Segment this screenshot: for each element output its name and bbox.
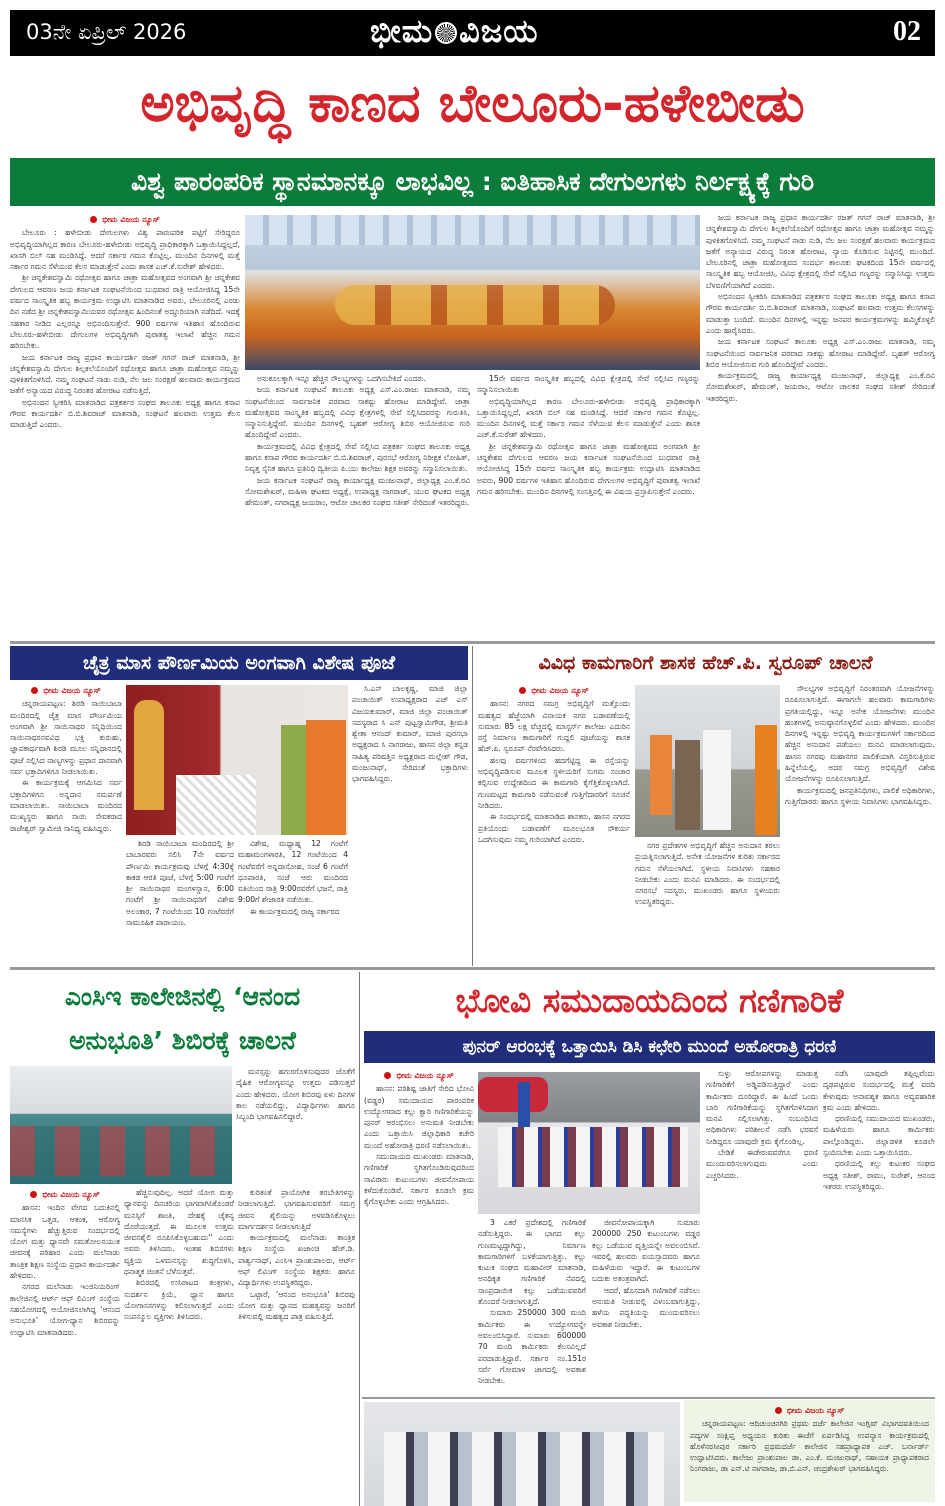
paragraph: ಕಾರ್ಯಕ್ರಮದಲ್ಲಿ ರಾಜ್ಯ ಕಾರ್ಯಾಧ್ಯಕ್ಷ ಮಂಜುನಾಥ್, ಜಿಲ್ಲಾಧ್ಯಕ್ಷ ಎಂ.ಕೆ.ರವಿ ಸೋಮಶೇಖರ್, ಹೇಮಂತ್, ಜಯರಾಂ, ಆಟೋ ಚಾಲಕರ ಸಂಘದ ಸತೀಶ್ ಸೇರಿದಂತೆ ಇತರರಿದ್ದರು. <box>706 371 935 403</box>
chakra-icon <box>435 22 457 44</box>
story3-photo-groundbreaking <box>635 685 780 837</box>
paragraph: ಧರಣಿಯಲ್ಲಿ ಸಮುದಾಯದ ಮುಖಂಡರು, ಮಹಿಳೆಯರು ಹಾಗೂ ಕಾರ್ಮಿಕರು ಪಾಲ್ಗೊಂಡಿದ್ದರು. ಜಿಲ್ಲಾಡಳಿತ ಕೂಡಲೇ ಸ್ಪಂದಿಸಬೇಕು ಎಂದು ಒತ್ತಾಯಿಸಿದರು. <box>823 1114 935 1158</box>
paragraph: 3 ಎಕರೆ ಪ್ರದೇಶದಲ್ಲಿ ಗಣಿಗಾರಿಕೆ ನಡೆಸುತ್ತಿದ್ದರು. ಈ ಭಾಗದ ಕಲ್ಲು ಗುಣಮಟ್ಟದ್ದಾಗಿದ್ದು, ನಿರ್ಮಾಣ ಕಾಮಗಾರಿಗಳಿಗೆ ಬಳಕೆಯಾಗುತ್ತಿತ್ತು. ಕಲ್ಲು ಕುಟುಕ ಸಂಘದ ಮಹಾವೀರ್ ಮಾತನಾಡಿ, ಅನಧಿಕೃತ ಗಣಿಗಾರಿಕೆ ನೆಪದಲ್ಲಿ ಸಾಂಪ್ರದಾಯಿಕ ಕಲ್ಲು ಒಡೆಯುವವರಿಗೆ ತೊಂದರೆ ನೀಡಲಾಗುತ್ತಿದೆ. <box>478 1218 586 1307</box>
divider <box>359 972 360 1506</box>
story4-side-column <box>236 1066 355 1186</box>
paragraph: ಈ ಕಾರ್ಯಕ್ರಮಕ್ಕೆ ಆಗಮಿಸಿದ ಸರ್ವ ಭಕ್ತಾದಿಗಳಿಗೂ ಅನ್ನದಾನ ಸಮರ್ಪಣೆ ಮಾಡಲಾಯಿತು. ಸಾಯಿಬಾಬಾ ಮಂದಿರದ ಮುಖ್ಯಸ್ಥರು ಹಾಗೂ ಸಾಯಿ ಸೇವಕರಾದ ರಾಜೇಶ್ವರ್ ಸ್ವಾಮೀಜಿ ಸಾನಿಧ್ಯ ವಹಿಸಿದ್ದರು. <box>10 778 122 833</box>
paragraph: ಹಲವು ವರ್ಷಗಳಿಂದ ಹದಗೆಟ್ಟಿದ್ದ ಈ ರಸ್ತೆಯನ್ನು ಅಭಿವೃದ್ಧಿಪಡಿಸುವ ಮೂಲಕ ಸ್ಥಳೀಯರಿಗೆ ಸುಗಮ ಸಂಚಾರ ಕಲ್ಪಿಸುವ ಉದ್ದೇಶದಿಂದ ಈ ಕಾಮಗಾರಿ ಕೈಗೆತ್ತಿಕೊಳ್ಳಲಾಗಿದೆ. ಗುಣಮಟ್ಟದ ಕಾಮಗಾರಿ ನಡೆಸುವಂತೆ ಗುತ್ತಿಗೆದಾರರಿಗೆ ಸೂಚನೆ ನೀಡಿದರು. <box>478 755 630 810</box>
paragraph: ನಡೆಸಿ ಯಾವುದೇ ತಪ್ಪಿಲ್ಲವೆಂದು ದೃಢಪಟ್ಟಿರುವ ಸಂದರ್ಭದಲ್ಲಿ ಮತ್ತೆ ವರದಿ ಕೇಳುವುದು ಅನಾವಶ್ಯಕ ಹಾಗೂ ಅವ್ಯವಹಾರಿಕ ಕ್ರಮ ಎಂದು ಹೇಳಿದರು. <box>823 1069 935 1112</box>
paragraph: ಚನ್ನರಾಯಪಟ್ಟಣ: ಆದಿಚುಂಚನಗಿರಿ ಪ್ರಥಮ ದರ್ಜೆ ಕಾಲೇಜಿನ ಇಂಗ್ಲಿಷ್ ವಿಭಾಗದವತಿಯಿಂದ ಪದ್ಯಗಳ ಸಂಕ್ಷಿಪ್ತ ಅಧ್ಯಯನ ಕುರಿತು ಈಚೆಗೆ ಏರ್ಪಡಿಸಿದ್ದ ಉಪನ್ಯಾಸ ಕಾರ್ಯಕ್ರಮದಲ್ಲಿ ಹೊಳೆನರಸೀಪುರ ಸರ್ಕಾರಿ ಪ್ರಥಮದರ್ಜೆ ಕಾಲೇಜಿನ ಸಹಪ್ರಾಧ್ಯಾಪಕ ಎಚ್. ಬರ್ನಾರ್ಡ್ ಉದ್ಘಾಟಿಸಿದರು. ಕಾಲೇಜು ಪ್ರಾಂಶುಪಾಲ ಡಾ. ಎಂ.ಕೆ. ಮಂಜುನಾಥ್, ಸಹಾಯಕ ಪ್ರಾಧ್ಯಾಪಕರಾದ ನಿಂಗರಾಜು, ಡಾ ಎನ್.ಟಿ ನಾಗರಾಜ, ಡಾ.ಬಿ.ಎನ್. ಚಂದ್ರಶೇಖರ್ ಭಾಗವಹಿಸಿದ್ದರು. <box>690 1419 929 1474</box>
lead-headline: ಅಭಿವೃದ್ಧಿ ಕಾಣದ ಬೇಲೂರು-ಹಳೇಬೀಡು <box>140 74 805 134</box>
paragraph: ಹಾಸನ: ಪರಿಶಿಷ್ಟ ಜಾತಿಗೆ ಸೇರಿದ ಭೋವಿ (ವಡ್ಡರ) ಸಮುದಾಯದ ಪಾರಂಪರಿಕ ಉದ್ಯೋಗವಾದ ಕಲ್ಲು ಕ್ವಾರಿ ಗಣಿಗಾರಿಕೆಯನ್ನು ಪುನರ್ ಆರಂಭಿಸಲು ಅನುಮತಿ ನೀಡಬೇಕು ಎಂದು ಒತ್ತಾಯಿಸಿ ಜಿಲ್ಲಾಧಿಕಾರಿ ಕಚೇರಿ ಮುಂದೆ ಅಹೋರಾತ್ರಿ ಧರಣಿ ನಡೆಸಲಾಯಿತು. <box>364 1084 474 1150</box>
divider <box>10 641 935 644</box>
story5-subheadline: ಪುನರ್ ಆರಂಭಕ್ಕೆ ಒತ್ತಾಯಿಸಿ ಡಿಸಿ ಕಛೇರಿ ಮುಂದೆ ಅಹೋರಾತ್ರಿ ಧರಣಿ <box>364 1031 935 1063</box>
logo-text-left: ಭೀಮ <box>370 12 434 50</box>
paragraph: ಶ್ರೀ ಚನ್ನಕೇಶವಸ್ವಾಮಿ ರಥೋತ್ಸವ ಹಾಗೂ ಜಾತ್ರಾ ಮಹೋತ್ಸವದ ಅಂಗವಾಗಿ ಶ್ರೀ ಚನ್ನಕೇಶವ ದೇಗುಲದ ಆವರಣ ಜಯ ಕರ್ನಾಟಕ ಸಂಘಟನೆಯಿಂದ ಬುಧವಾರ ರಾತ್ರಿ ಆಯೋಜಿಸಿದ್ದ 15ನೇ ವರ್ಷದ ಸಾಂಸ್ಕೃತಿಕ ಹಬ್ಬ ಕಾರ್ಯಕ್ರಮ ಉದ್ಘಾಟಿಸಿ ಮಾತನಾಡಿದ ಅವರು, ಬೇಲೂರಿನಲ್ಲಿ ಎರಡು ದಿನ ನಡೆದ ಶ್ರೀ ಚನ್ನಕೇಶವಸ್ವಾಮಿಯವರ ರಥೋತ್ಸವ ಹಿಂದಿನಂತೆ ಅದ್ಧೂರಿಯಾಗಿ ನಡೆದಿದೆ. ಇದಕ್ಕೆ ಸಹಕಾರ ನೀಡಿದ ಎಲ್ಲರನ್ನೂ ಅಭಿನಂದಿಸುತ್ತೇನೆ. 900 ವರ್ಷಗಳ ಇತಿಹಾಸ ಹೊಂದಿರುವ ಬೇಲೂರು-ಹಳೇಬೀಡು ದೇಗುಲಗಳ ಅಭಿವೃದ್ಧಿಗಾಗಿ ಪುರಾತತ್ವ ಇಲಾಖೆ ಹೆಚ್ಚಿನ ಗಮನ ಹರಿಸಬೇಕು. <box>10 273 240 351</box>
paragraph: ಮನಸ್ಸನ್ನು ಹಗುರಗೊಳಿಸುವುದರ ಜೊತೆಗೆ ದೈಹಿಕ ಆರೋಗ್ಯವನ್ನೂ ಉತ್ತಮ ಪಡಿಸುತ್ತವೆ ಎಂದು ಹೇಳಿದರು. ಯೋಗ ಶಿಬಿರವು ಏಳು ದಿನಗಳ ಕಾಲ ನಡೆಯಲಿದ್ದು, ವಿದ್ಯಾರ್ಥಿಗಳು ಹಾಗೂ ಸಿಬ್ಬಂದಿ ಭಾಗವಹಿಸಲಿದ್ದಾರೆ. <box>236 1067 355 1122</box>
paragraph: ಕಾರ್ಯಕ್ರಮದಲ್ಲಿ ಜನಪ್ರತಿನಿಧಿಗಳು, ಪಾಲಿಕೆ ಅಧಿಕಾರಿಗಳು, ಗುತ್ತಿಗೆದಾರರು ಹಾಗೂ ಸ್ಥಳೀಯ ನಿವಾಸಿಗಳು ಭಾಗವಹಿಸಿದ್ದರು. <box>785 785 935 806</box>
paragraph: ಶ್ರೀ ಚನ್ನಕೇಶವಸ್ವಾಮಿ ರಥೋತ್ಸವ ಹಾಗೂ ಜಾತ್ರಾ ಮಹೋತ್ಸವದ ಅಂಗವಾಗಿ ಶ್ರೀ ಚನ್ನಕೇಶವ ದೇಗುಲದ ಆವರಣ ಜಯ ಕರ್ನಾಟಕ ಸಂಘಟನೆಯಿಂದ ಬುಧವಾರ ರಾತ್ರಿ ಆಯೋಜಿಸಿದ್ದ 15ನೇ ವರ್ಷದ ಸಾಂಸ್ಕೃತಿಕ ಹಬ್ಬ ಕಾರ್ಯಕ್ರಮ ಉದ್ಘಾಟಿಸಿ ಮಾತನಾಡಿದ ಅವರು, 900 ವರ್ಷಗಳ ಇತಿಹಾಸ ಹೊಂದಿರುವ ದೇಗುಲಗಳ ಅಭಿವೃದ್ಧಿಗೆ ಪುರಾತತ್ವ ಇಲಾಖೆ ಗಮನ ಹರಿಸಬೇಕು. ಮುಂದಿನ ದಿನಗಳಲ್ಲಿ ಸಂಸತ್ತಿನಲ್ಲಿ ಈ ವಿಷಯ ಪ್ರಸ್ತಾಪಿಸುತ್ತೇನೆ ಎಂದರು. <box>477 441 700 496</box>
lead-column-3 <box>477 373 700 640</box>
paragraph: ಜಯ ಕರ್ನಾಟಕ ಸಂಘಟನೆ ತಾಲೂಕು ಅಧ್ಯಕ್ಷ ಎಸ್.ಎಂ.ರಾಜು ಮಾತನಾಡಿ, ನಮ್ಮ ಸಂಘಟನೆಯಿಂದ ಸಾರ್ವಜನಿಕ ಪರವಾದ ಸಾಕಷ್ಟು ಹೋರಾಟ ಮಾಡಿದ್ದೇವೆ. ಬೃಹತ್ ಆರೋಗ್ಯ ಶಿಬಿರ ಆಯೋಜಿಸುವ ಗುರಿ ಹೊಂದಿದ್ದೇವೆ ಎಂದರು. <box>706 337 935 369</box>
story5-column-2 <box>478 1217 586 1397</box>
lead-column-1 <box>10 212 240 640</box>
story3-column-1 <box>478 683 630 965</box>
paragraph: ಜಯ ಕರ್ನಾಟಕ ರಾಜ್ಯ ಪ್ರಧಾನ ಕಾರ್ಯದರ್ಶಿ ರಜತ್ ಗಗನ್ ರಾಜ್ ಮಾತನಾಡಿ, ಶ್ರೀ ಚನ್ನಕೇಶವಸ್ವಾಮಿ ದೇಗುಲ ಶಿಲ್ಪಕಲೆಯೊಂದಿಗೆ ರಥೋತ್ಸವ ಹಾಗೂ ಜಾತ್ರಾ ಮಹೋತ್ಸವ ನಮ್ಮನ್ನು ಪುಳಕಿತಗೊಳಿಸಿದೆ. ನಮ್ಮ ಸಂಘಟನೆ ನಾಡು ನುಡಿ, ನೆಲ ಜಲ ಸಂರಕ್ಷಣೆ ಹಲವಾರು ಕಾರ್ಯಕ್ರಮದ ಜತೆಗೆ ಅನ್ಯಾಯದ ವಿರುದ್ಧ ನಿರಂತರ ಹೋರಾಟ ನಡೆಸುತ್ತಿದೆ. <box>10 352 240 396</box>
paragraph: ಈ ಕಾರ್ಯಕ್ರಮದಲ್ಲಿ ರಾಜ್ಯ ಸರ್ಕಾರದ <box>250 906 340 916</box>
paragraph: ಜೀವನೋಪಾಯಕ್ಕಾಗಿ ಸುಮಾರು 200000 250 ಕುಟುಂಬಗಳು ವಡ್ಡರ ಕಲ್ಲು ಒಡೆಯುವ ವೃತ್ತಿಯನ್ನೇ ಅವಲಂಬಿಸಿವೆ. ಇವರಲ್ಲಿ ಹಲವರು ವಯಸ್ಸಾದವರು ಹಾಗೂ ಮಹಿಳೆಯರು ಇದ್ದಾರೆ. ಈ ಕುಟುಂಬಗಳ ಬದುಕು ಅತಂತ್ರವಾಗಿದೆ. <box>592 1218 700 1284</box>
story2-column-1 <box>10 683 122 965</box>
byline: ಭೀಮ ವಿಜಯ ನ್ಯೂಸ್ <box>10 214 240 225</box>
paragraph: ಅಭಿನಂದನ ಸ್ವೀಕರಿಸಿ ಮಾತನಾಡಿದ ಪತ್ರಕರ್ತರ ಸಂಘದ ತಾಲೂಕು ಅಧ್ಯಕ್ಷ ಹಾಗೂ ಕಸಾಪ ಗೌರವ ಕಾರ್ಯದರ್ಶಿ ಬಿ.ಬಿ.ಶಿವರಾಜ್ ಮಾತನಾಡಿ, ಸಂಘಟನೆ ಹಲವಾರು ಉತ್ತಮ ಕೆಲಸ ಮಾಡುತ್ತಿದೆ ಎಂದರು. <box>10 397 240 430</box>
story4-column-3 <box>238 1187 355 1506</box>
paragraph: ಕಾರ್ಯಕ್ರಮದಲ್ಲಿ ಮಲೆನಾಡು ತಾಂತ್ರಿಕ ಶಿಕ್ಷಣ ಸಂಸ್ಥೆಯ ಖಜಾಂಚಿ ಹೆಚ್.ಡಿ. ಪಾರ್ಶ್ವನಾಥ್, ಎಂಸಿಇ ಪ್ರಾಂಶುಪಾಲರು, ಆರ್ಟ್ ಆಫ್ ಲಿವಿಂಗ್ ಸಂಸ್ಥೆಯ ಶಿಕ್ಷಕರು ಹಾಗೂ ವಿದ್ಯಾರ್ಥಿಗಳು ಉಪಸ್ಥಿತರಿದ್ದರು. <box>238 1233 355 1288</box>
issue-date: 03ನೇ ಏಪ್ರಿಲ್ 2026 <box>26 20 187 44</box>
lead-subheadline: ವಿಶ್ವ ಪಾರಂಪರಿಕ ಸ್ಥಾನಮಾನಕ್ಕೂ ಲಾಭವಿಲ್ಲ : ಐತಿಹಾಸಿಕ ದೇಗುಲಗಳು ನಿರ್ಲಕ್ಷ್ಯಕ್ಕೆ ಗುರಿ <box>10 158 935 206</box>
story2-column-2 <box>126 838 234 965</box>
page-number: 02 <box>893 16 921 47</box>
story4-column-2 <box>124 1187 234 1506</box>
story6-text-box <box>684 1400 935 1502</box>
story4-column-1 <box>10 1187 120 1506</box>
paragraph: ನಗರದ ಮಲೆನಾಡು ಇಂಜಿನಿಯರಿಂಗ್ ಕಾಲೇಜಿನಲ್ಲಿ ಆರ್ಟ್ ಆಫ್ ಲಿವಿಂಗ್ ಸಂಸ್ಥೆಯ ಸಹಯೋಗದಲ್ಲಿ ಆಯೋಜಿಸಲಾಗಿದ್ದ ‘ಆನಂದ ಅನುಭೂತಿ’ ಯೋಗ-ಧ್ಯಾನ ಶಿಬಿರವನ್ನು ಉದ್ಘಾಟಿಸಿ ಮಾತನಾಡಿದರು. <box>10 1282 120 1337</box>
paragraph: ನಗರ ಪ್ರದೇಶಗಳ ಅಭಿವೃದ್ಧಿಗೆ ಹೆಚ್ಚಿನ ಅನುದಾನ ತರಲು ಪ್ರಯತ್ನಿಸಲಾಗುತ್ತಿದೆ. ಅನೇಕ ಯೋಜನೆಗಳ ಕುರಿತು ಸರ್ಕಾರದ ಗಮನ ಸೆಳೆಯಲಾಗಿದೆ. ಸ್ಥಳೀಯ ನಿವಾಸಿಗಳು ಸಹಕಾರ ನೀಡಬೇಕು ಎಂದು ಮನವಿ ಮಾಡಿದರು. ಈ ಸಂದರ್ಭದಲ್ಲಿ ನಗರಸಭೆ ಸದಸ್ಯರು, ಮುಖಂಡರು ಹಾಗೂ ಸ್ಥಳೀಯರು ಉಪಸ್ಥಿತರಿದ್ದರು. <box>635 841 780 907</box>
paragraph: ಸಮುದಾಯದ ಮುಖಂಡರು ಮಾತನಾಡಿ, ಗಣಿಗಾರಿಕೆ ಸ್ಥಗಿತಗೊಂಡಿರುವುದರಿಂದ ಸಾವಿರಾರು ಕುಟುಂಬಗಳು ಜೀವನೋಪಾಯ ಕಳೆದುಕೊಂಡಿವೆ. ಸರ್ಕಾರ ಕೂಡಲೇ ಕ್ರಮ ಕೈಗೊಳ್ಳಬೇಕು ಎಂದು ಆಗ್ರಹಿಸಿದರು. <box>364 1152 474 1207</box>
story4-photo-yoga <box>10 1066 232 1184</box>
paragraph: ಶಿರಡಿ ಸಾಯಿಬಾಬಾ ಮಂದಿರದಲ್ಲಿ ಶ್ರೀ ಬಾಬಾರವರು ಸಲಿಸಿ 7ನೇ ವರ್ಷದ ಪೌರ್ಣಮಿ ಕಾರ್ಯಕ್ರಮವು ಬೆಳಗ್ಗೆ 4:30ಕ್ಕೆ ಕಾಕಡ ಆರತಿ ಪೂಜೆ, ಬೆಳಗ್ಗೆ 5:00 ಗಂಟೆಗೆ ಶ್ರೀ ಸಾಯಿನಾಥರ ಮಂಗಳಸ್ನಾನ, 6:00 ಗಂಟೆಗೆ ಶ್ರೀ ಸಾಯಿನಾಥರಿಗೆ ವಿಶೇಷ ಅಲಂಕಾರ, 7 ಗಂಟೆಯಿಂದ 10 ಗಂಟೆವರೆಗೆ ಸಾಮೂಹಿಕ ಪಾರಾಯಣ. <box>126 839 234 928</box>
story2-column-4 <box>352 683 468 965</box>
logo-text-right: ವಿಜಯ <box>459 12 539 50</box>
story2-headline: ಚೈತ್ರ ಮಾಸ ಪೌರ್ಣಮಿಯ ಅಂಗವಾಗಿ ವಿಶೇಷ ಪೂಜೆ <box>10 646 468 680</box>
story5-column-3 <box>592 1217 700 1397</box>
paragraph: ಅನುಕೂಲಕ್ಕಾಗಿ ಇನ್ನೂ ಹೆಚ್ಚಿನ ಸೌಲಭ್ಯಗಳನ್ನು ಒದಗಿಸಬೇಕಿದೆ ಎಂದರು. <box>257 374 427 383</box>
paragraph: ಬೇಡಿಕೆ ಈಡೇರುವವರೆಗೂ ಧರಣಿ ಮುಂದುವರಿಸಲಾಗುವುದು ಎಂದು ಎಚ್ಚರಿಸಿದರು. <box>706 1148 818 1180</box>
lead-column-2 <box>245 373 470 640</box>
story5-headline: ಭೋವಿ ಸಮುದಾಯದಿಂದ ಗಣಿಗಾರಿಕೆ <box>455 981 844 1020</box>
paragraph: ಧರಣಿಯಲ್ಲಿ ಕಲ್ಲು ಕುಟುಕರ ಸಂಘದ ಅಧ್ಯಕ್ಷ ಸತೀಶ್, ರಾಮು, ಸುರೇಶ್, ಆನಂದ ಇತರರು ಉಪಸ್ಥಿತರಿದ್ದರು. <box>823 1159 935 1191</box>
paragraph: ಕಾರ್ಯಕ್ರಮದಲ್ಲಿ ವಿವಿಧ ಕ್ಷೇತ್ರದಲ್ಲಿ ಸೇವೆ ಸಲ್ಲಿಸಿದ ಪತ್ರಕರ್ತ ಸಂಘದ ತಾಲೂಕು ಅಧ್ಯಕ್ಷ ಹಾಗೂ ಕಸಾಪ ಗೌರವ ಕಾರ್ಯದರ್ಶಿ ಬಿ.ಬಿ.ಶಿವರಾಜ್, ಪುರಸಭೆ ಆರೋಗ್ಯ ನಿರೀಕ್ಷಕ ಲೋಹಿತ್, ನಿವೃತ್ತ ಸೈನಿಕ ಹಾಗೂ ಪ್ರತಿನಿಧಿ ದ್ವಿತೀಯ ಪಿ.ಯು ಕಾಲೇಜು ಶಿಕ್ಷಕ ಅವರನ್ನು ಸನ್ಮಾನಿಸಲಾಯಿತು. <box>245 441 470 474</box>
byline: ಭೀಮ ವಿಜಯ ನ್ಯೂಸ್ <box>690 1405 929 1416</box>
paragraph: ಹಾಸನ: ಇಂದಿನ ವೇಗದ ಬದುಕಿನಲ್ಲಿ ಮಾನಸಿಕ ಒತ್ತಡ, ಆತಂಕ, ಆರೋಗ್ಯ ಸಮಸ್ಯೆಗಳು ಹೆಚ್ಚುತ್ತಿರುವ ಸಂದರ್ಭದಲ್ಲಿ ಯೋಗ ಮತ್ತು ಧ್ಯಾನವೇ ಸಮತೋಲನಯುತ ಜೀವನಕ್ಕೆ ಪರಿಹಾರ ಎಂದು ಮಲೆನಾಡು ತಾಂತ್ರಿಕ ಶಿಕ್ಷಣ ಸಂಸ್ಥೆಯ ಪ್ರಧಾನ ಕಾರ್ಯದರ್ಶಿ ಹೇಳಿದರು. <box>10 1203 120 1281</box>
paragraph: ಈ ಸಂದರ್ಭದಲ್ಲಿ ಮಾತನಾಡಿದ ಶಾಸಕರು, ಹಾಸನ ನಗರದ ಪ್ರತಿಯೊಂದು ಬಡಾವಣೆಗೆ ಮೂಲಭೂತ ಸೌಕರ್ಯ ಒದಗಿಸುವುದು ನಮ್ಮ ಗುರಿಯಾಗಿದೆ ಎಂದರು. <box>478 812 630 844</box>
paragraph: ಬೇಲೂರು : ಹಳೇಬೀಡು ದೇಗುಲಗಳು ವಿಶ್ವ ಪಾರಂಪರಿಕ ಪಟ್ಟಿಗೆ ಸೇರಿದ್ದರೂ ಅಭಿವೃದ್ಧಿಯಾಗಿಲ್ಲದ ಕಾರಣ ಬೇಲೂರು-ಹಳೇಬೀಡು ಅಭಿವೃದ್ಧಿ ಪ್ರಾಧಿಕಾರಕ್ಕಾಗಿ ಒತ್ತಾಯಿಸಿದ್ದಲ್ಲದೆ, ಖಾಸಗಿ ಬಿಲ್ ಸಹ ಮಂಡಿಸಿದ್ದೆ. ಆದರೆ ಸರ್ಕಾರ ಗಮನ ಕೊಟ್ಟಿಲ್ಲ. ಮುಂದಿನ ದಿನಗಳಲ್ಲಿ ಮತ್ತೆ ಸರ್ಕಾರ ಗಮನ ಸೆಳೆಯುವ ಕೆಲಸ ಮಾಡುತ್ತೇನೆ ಎಂದು ಶಾಸಕ ಎಚ್.ಕೆ.ಸುರೇಶ್ ಹೇಳಿದರು. <box>10 228 240 272</box>
byline: ಭೀಮ ವಿಜಯ ನ್ಯೂಸ್ <box>478 685 630 696</box>
paragraph: ಜಯ ಕರ್ನಾಟಕ ರಾಜ್ಯ ಪ್ರಧಾನ ಕಾರ್ಯದರ್ಶಿ ರಜತ್ ಗಗನ್ ರಾಜ್ ಮಾತನಾಡಿ, ಶ್ರೀ ಚನ್ನಕೇಶವಸ್ವಾಮಿ ದೇಗುಲ ಶಿಲ್ಪಕಲೆಯೊಂದಿಗೆ ರಥೋತ್ಸವ ಹಾಗೂ ಜಾತ್ರಾ ಮಹೋತ್ಸವ ನಮ್ಮನ್ನು ಪುಳಕಿತಗೊಳಿಸಿದೆ. ನಮ್ಮ ಸಂಘಟನೆ ನಾಡು ನುಡಿ, ನೆಲ ಜಲ ಸಂರಕ್ಷಣೆ ಹಲವಾರು ಕಾರ್ಯಕ್ರಮದ ಜತೆಗೆ ಅನ್ಯಾಯದ ವಿರುದ್ಧ ನಿರಂತ ಹೋರಾಟ, ನ್ಯಾಯ ಕೊಡಿಸುವ ನಿಟ್ಟಿನಲ್ಲಿ ಮುಂದಿದೆ. ಬೇಲೂರಿನಲ್ಲಿ ಜಾತ್ರಾ ಮಹೋತ್ಸವದ ಸಂದರ್ಭ ತಾಲೂಕು ಘಟಕದಿಂದ 15ನೇ ವರ್ಷದಲ್ಲಿ ಸಾಂಸ್ಕೃತಿಕ ಹಬ್ಬ ಆಯೋಜಿಸಿ, ವಿವಿಧ ಕ್ಷೇತ್ರದಲ್ಲಿ ಸೇವೆ ಸಲ್ಲಿಸಿದ ಗಣ್ಯರನ್ನು ಸನ್ಮಾನಿಸಿದ್ದು ಉತ್ತಮ ಬೆಳವಣಿಗೆಯಾಗಿದೆ ಎಂದರು. <box>706 213 935 290</box>
story2-column-3 <box>238 838 348 965</box>
paragraph: ಚನ್ನರಾಯಪಟ್ಟಣ: ಶಿರಡಿ ಸಾಯಿಬಾಬಾ ಮಂದಿರದಲ್ಲಿ ಚೈತ್ರ ಮಾಸ ಪೌರ್ಣಮಿಯ ಅಂಗವಾಗಿ ಶ್ರೀ ಸಾಯಿನಾಥರ ಸನ್ನಿಧಿಯಿಂದ ಸಾಯಿನಾಥರನವವಿಧ ಭಕ್ತಿ ಕುರುಹು, ಜ್ಞಾಪಕಾರ್ಥವಾಗಿ ಶಿರಡಿ ಮೂಲ ಸನ್ನಿಧಾನದಲ್ಲಿ ಪೂಜೆ ಸಲ್ಲಿಸಿದ ನಾಣ್ಯಗಳನ್ನು ಪ್ರಧಾನ ದಾನವಾಗಿ ಸರ್ವ ಭಕ್ತಾದಿಗಳಿಗೂ ನೀಡಲಾಯಿತು. <box>10 699 122 777</box>
byline: ಭೀಮ ವಿಜಯ ನ್ಯೂಸ್ <box>10 1189 120 1200</box>
newspaper-logo <box>370 12 539 51</box>
paragraph: ಕುರಿತಂತೆ ಪ್ರಾಯೋಗಿಕ ತರಬೇತಿಗಳನ್ನು ನೀಡಲಾಗುತ್ತಿದೆ. ಭಾಗವಹಿಸುವವರಿಗೆ ಸಮಗ್ರ ಜೀವನ ಶೈಲಿಯನ್ನು ಅಳವಡಿಸಿಕೊಳ್ಳಲು ಮಾರ್ಗದರ್ಶನ ನೀಡಲಾಗುತ್ತಿದೆ <box>238 1188 355 1231</box>
paragraph: ಸುಮಾರು 250000 300 ಮಂದಿ ಕಾರ್ಮಿಕರು ಈ ಉದ್ಯೋಗವನ್ನೇ ಅವಲಂಬಿಸಿದ್ದಾರೆ. ಸುಮಾರು 600000 70 ಮಂದಿ ಕಾರ್ಮಿಕರು ಕೆಲಸವಿಲ್ಲದೆ ಪರದಾಡುತ್ತಿದ್ದಾರೆ. ಸರ್ಕಾರ ನಂ.151ರ ಸರ್ವೆ ಗೋಮಾಳ ಜಾಗದಲ್ಲಿ ಅವಕಾಶ ನೀಡಬೇಕು. <box>478 1308 586 1386</box>
paragraph: 15ನೇ ವರ್ಷದ ಸಾಂಸ್ಕೃತಿಕ ಹಬ್ಬದಲ್ಲಿ ವಿವಿಧ ಕ್ಷೇತ್ರದಲ್ಲಿ ಸೇವೆ ಸಲ್ಲಿಸಿದ ಗಣ್ಯರನ್ನು ಸನ್ಮಾನಿಸಲಾಯಿತು <box>477 374 700 395</box>
paragraph: ಆದರೆ, ಹೊಸದಾಗಿ ಗಣಿಗಾರಿಕೆ ನಡೆಸಲು ಅನುಮತಿ ನೀಡುವಲ್ಲಿ ವಿಳಂಬವಾಗುತ್ತಿದ್ದು, ಹಳೆಯ ಪದ್ಧತಿಯನ್ನು ಮುಂದುವರಿಸಲು ಅವಕಾಶ ನೀಡಬೇಕು. <box>592 1285 700 1329</box>
masthead <box>10 10 935 56</box>
paragraph: ಹಾಸನ: ನಗರದ ಸಮಗ್ರ ಅಭಿವೃದ್ಧಿಗೆ ಮತ್ತೊಂದು ಮಹತ್ವದ ಹೆಜ್ಜೆಯಾಗಿ ವಿನಾಯಕ ನಗರ ಬಡಾವಣೆಯಲ್ಲಿ ಸುಮಾರು 85 ಲಕ್ಷ ವೆಚ್ಚದಲ್ಲಿ ಮಾಸ್ಟರ್ಸ್ ಕಾಲೇಜು ಎದುರಿನ ರಸ್ತೆ ನಿರ್ಮಾಣ ಕಾಮಗಾರಿಗೆ ಗುದ್ದಲಿ ಪೂಜೆಯನ್ನು ಶಾಸಕ ಹೆಚ್.ಪಿ. ಸ್ವರೂಪ್ ನೆರವೇರಿಸಿದರು. <box>478 699 630 754</box>
paragraph: ಅಭಿನಂದನ ಸ್ವೀಕರಿಸಿ ಮಾತನಾಡಿದ ಪತ್ರಕರ್ತರ ಸಂಘದ ತಾಲೂಕು ಅಧ್ಯಕ್ಷ ಹಾಗೂ ಕಸಾಪ ಗೌರವ ಕಾರ್ಯದರ್ಶಿ ಬಿ.ಬಿ.ಶಿವರಾಜ್ ಮಾತನಾಡಿ, ಸಂಘಟನೆ ಹಲವಾರು ಉತ್ತಮ ಕೆಲಸಗಳನ್ನು ಮಾಡುತ್ತಾ ಬಂದಿದೆ. ಮುಂದಿನ ದಿನಗಳಲ್ಲಿ ಇನ್ನಷ್ಟು ಜನಪರ ಕಾರ್ಯಕ್ರಮಗಳನ್ನು ಹಮ್ಮಿಕೊಳ್ಳಲಿ ಎಂದು ಹಾರೈಸಿದರು. <box>706 292 935 335</box>
paragraph: ವಿಶೇಷ, ಮಧ್ಯಾಹ್ನ 12 ಗಂಟೆಗೆ ಮಹಾಮಂಗಳಾರತಿ, 12 ಗಂಟೆಯಿಂದ 4 ಗಂಟೆವರೆಗೆ ಅನ್ನದಾಸೋಹ, ಸಂಜೆ 6 ಗಂಟೆಗೆ ಧೂಪಾರತಿ, ಸಂಜೆ ಆರು ಮಂದಿರದ ವತಿಯಿಂದ ರಾತ್ರಿ 9:00ರವರೆಗೆ ಭಜನೆ, ರಾತ್ರಿ 9:00ಗೆ ಶೇಜಾರತಿ ನಡೆಯಿತು. <box>238 839 348 905</box>
paragraph: ಸುಳ್ಳು ಆರೋಪಗಳನ್ನು ಮಾಡುತ್ತ ಗಣಿಗಾರಿಕೆಗೆ ಅಡ್ಡಿಪಡಿಸುತ್ತಿದ್ದಾರೆ ಎಂದು ಕಾರ್ಮಿಕರು ದೂರಿದ್ದಾರೆ. ಈ ಹಿಂದೆ ಒಂದು ಬಾರಿ ಗಣಿಗಾರಿಕೆಯನ್ನು ಸ್ಥಗಿತಗೊಳಿಸಿದಾಗ ಮನವಿ ಸಲ್ಲಿಸಲಾಗಿತ್ತು. ಸಂಬಂಧಿಸಿದ ಅಧಿಕಾರಿಗಳು ಪರಿಶೀಲನೆ ನಡೆಸಿ ಭರವಸೆ ನೀಡಿದ್ದರೂ ಯಾವುದೇ ಕ್ರಮ ಕೈಗೊಂಡಿಲ್ಲ. <box>706 1069 818 1146</box>
paragraph: ಜಯ ಕರ್ನಾಟಕ ಸಂಘಟನೆ ರಾಜ್ಯ ಕಾರ್ಯಾಧ್ಯಕ್ಷ ಮಂಜುನಾಥ್, ಜಿಲ್ಲಾಧ್ಯಕ್ಷ ಎಂ.ಕೆ.ರವಿ ಸೋಮಶೇಖರ್, ಮಹಿಳಾ ಘಟಕದ ಅಧ್ಯಕ್ಷೆ, ಉಪಾಧ್ಯಕ್ಷ ನಾಗರಾಜ್, ಯುವ ಘಟಕದ ಅಧ್ಯಕ್ಷ ಹೇಮಂತ್, ನಗರಾಧ್ಯಕ್ಷ ಜಯರಾಂ, ಆಟೋ ಚಾಲಕರ ಸಂಘದ ಸತೀಶ್ ಸೇರಿದಂತೆ ಇತರರಿದ್ದರು. <box>245 475 470 508</box>
byline: ಭೀಮ ವಿಜಯ ನ್ಯೂಸ್ <box>364 1070 474 1081</box>
paragraph: ಸಿ.ಎನ್ ಬಾಲಕೃಷ್ಣ, ಮಾಜಿ ಜಿಲ್ಲಾ ಪಂಚಾಯಿತ್ ಉಪಾಧ್ಯಕ್ಷರಾದ ಎಚ್ ಎಸ್ ವಿಜಯಕುಮಾರ್, ಮಾಜಿ ಜಿಲ್ಲಾ ಪಂಚಾಯಿತ್ ಸದಸ್ಯರಾದ ಸಿ ಎನ್ ಪುಟ್ಟಸ್ವಾಮಿಗೌಡ, ಶ್ರೀಮತಿ ಶ್ವೇತಾ ಆನಂದ್ ಕುಮಾರ್, ಮಾಜಿ ಪುರಸಭಾ ಅಧ್ಯಕ್ಷರಾದ ಸಿ ನಾಗರಾಜು, ಹಾಸನ ಜಿಲ್ಲಾ ಕನ್ನಡ ಸಾಹಿತ್ಯ ಪರಿಷತ್ತಿನ ಅಧ್ಯಕ್ಷರಾದ ಮಲ್ಲೇಶ್ ಗೌಡ, ಮಂಜುನಾಥ್, ಸೇರಿದಂತೆ ಭಕ್ತಾದಿಗಳು ಭಾಗವಹಿಸಿದ್ದರು. <box>352 684 468 784</box>
divider <box>10 967 935 970</box>
story3-column-3 <box>785 683 935 965</box>
byline: ಭೀಮ ವಿಜಯ ನ್ಯೂಸ್ <box>10 685 122 696</box>
paragraph: ಅಭಿವೃದ್ಧಿಯಾಗಿಲ್ಲದ ಕಾರಣ ಬೇಲೂರು-ಹಳೇಬೀಡು ಅಭಿವೃದ್ಧಿ ಪ್ರಾಧಿಕಾರಕ್ಕಾಗಿ ಒತ್ತಾಯಿಸಿದ್ದಲ್ಲದೆ, ಖಾಸಗಿ ಬಿಲ್ ಸಹ ಮಂಡಿಸಿದ್ದೆ. ಆದರೆ ಸರ್ಕಾರ ಗಮನ ಕೊಟ್ಟಿಲ್ಲ. ಮುಂದಿನ ದಿನಗಳಲ್ಲಿ ಮತ್ತೆ ಸರ್ಕಾರ ಗಮನ ಸೆಳೆಯುವ ಕೆಲಸ ಮಾಡುತ್ತೇನೆ ಎಂದು ಶಾಸಕ ಎಚ್.ಕೆ.ಸುರೇಶ್ ಹೇಳಿದರು. <box>477 396 700 440</box>
story3-column-2 <box>635 840 780 965</box>
story5-photo-protest <box>478 1072 700 1214</box>
paragraph: ಜಯ ಕರ್ನಾಟಕ ಸಂಘಟನೆ ತಾಲೂಕು ಅಧ್ಯಕ್ಷ ಎಸ್.ಎಂ.ರಾಜು ಮಾತನಾಡಿ, ನಮ್ಮ ಸಂಘಟನೆಯಿಂದ ಸಾರ್ವಜನಿಕ ಪರವಾದ ಸಾಕಷ್ಟು ಹೋರಾಟ ಮಾಡಿದ್ದೇವೆ. ಜಾತ್ರಾ ಮಹೋತ್ಸವದ ಸಾಂಸ್ಕೃತಿಕ ಹಬ್ಬದಲ್ಲಿ ವಿವಿಧ ಕ್ಷೇತ್ರಗಳಲ್ಲಿ ಸೇವೆ ಸಲ್ಲಿಸಿದವರನ್ನು ಗುರುತಿಸಿ, ಸನ್ಮಾನಿಸುತ್ತಿದ್ದೇವೆ. ಮುಂದಿನ ದಿನಗಳಲ್ಲಿ ಬೃಹತ್ ಆರೋಗ್ಯ ಶಿಬಿರ ಆಯೋಜಿಸುವ ಗುರಿ ಹೊಂದಿದ್ದೇವೆ ಎಂದರು. <box>245 385 470 440</box>
story5-column-4 <box>706 1068 818 1396</box>
paragraph: ಶಿಬಿರದಲ್ಲಿ ಉಸಿರಾಟದ ತಂತ್ರಗಳು, ಸುದರ್ಶನ ಕ್ರಿಯೆ, ಧ್ಯಾನ ಹಾಗೂ ಯೋಗಾಸನಗಳನ್ನು ಕಲಿಸಲಾಗುತ್ತದೆ ಎಂದು ಸಂಪನ್ಮೂಲ ವ್ಯಕ್ತಿಗಳು ತಿಳಿಸಿದರು. <box>124 1278 234 1322</box>
story5-column-1 <box>364 1068 474 1396</box>
paragraph: ಹೆಚ್ಚಿಸುವುದಿಲ್ಲ. ಆದರೆ ಯೋಗ ಮತ್ತು ಧ್ಯಾನವನ್ನು ದಿನಚರಿಯ ಭಾಗವಾಗಿಸಿಕೊಂಡರೆ ಮನಸ್ಸಿಗೆ ಶಾಂತಿ, ದೇಹಕ್ಕೆ ಚೈತನ್ಯ ದೊರೆಯುತ್ತದೆ. ಈ ಮೂಲಕ ಉತ್ತಮ ಜೀವನಶೈಲಿ ರೂಪಿಸಿಕೊಳ್ಳಬಹುದು'' ಎಂದು ಅವರು ತಿಳಿಸಿದರು. ಇಂತಹ ಶಿಬಿರಗಳು ವ್ಯಕ್ತಿಯ ಒಳಮನಸ್ಸನ್ನು ಶುದ್ಧಗೊಳಿಸಿ, ಧನಾತ್ಮಕ ಚಿಂತನೆ ಬೆಳೆಸುತ್ತವೆ. <box>124 1188 234 1277</box>
story6-photo-lecture <box>364 1402 680 1506</box>
paragraph: ಸೌಲಭ್ಯಗಳ ಅಭಿವೃದ್ಧಿಗೆ ನಿರಂತರವಾಗಿ ಯೋಜನೆಗಳನ್ನು ರೂಪಿಸಲಾಗುತ್ತಿದೆ. ಈಗಾಗಲೇ ಹಲವಾರು ಕಾಮಗಾರಿಗಳು ಪ್ರಗತಿಯಲ್ಲಿದ್ದು, ಇನ್ನೂ ಅನೇಕ ಯೋಜನೆಗಳು ಮುಂದಿನ ಹಂತಗಳಲ್ಲಿ ಅನುಷ್ಠಾನಗೊಳ್ಳಲಿವೆ ಎಂದು ಹೇಳಿದರು. ಮುಂದಿನ ದಿನಗಳಲ್ಲಿ ಇನ್ನಷ್ಟು ಅಭಿವೃದ್ಧಿ ಕಾರ್ಯಕ್ರಮಗಳಿಗೆ ಸರ್ಕಾರದಿಂದ ಹೆಚ್ಚಿನ ಅನುದಾನ ಪಡೆಯಲು ಮನವಿ ಮಾಡಲಾಗುವುದು. ಹಾಸನ ನಗರವು ಮಹಾನಗರ ಪಾಲಿಕೆಯಾಗಿ ವಿಸ್ತರಿಸುತ್ತಿರುವ ಹಿನ್ನೆಲೆಯಲ್ಲಿ, ಅದರ ಸಮಗ್ರ ಅಭಿವೃದ್ಧಿಗೆ ವಿಶೇಷ ಯೋಜನೆಗಳನ್ನು ರೂಪಿಸಲಾಗುತ್ತಿದೆ. <box>785 684 935 784</box>
paragraph: ಒಟ್ಟಾರೆ, ‘ಆನಂದ ಅನುಭೂತಿ’ ಶಿಬಿರವು ಯೋಗ ಮತ್ತು ಧ್ಯಾನದ ಮಹತ್ವವನ್ನು ಜನರಿಗೆ ತಿಳಿಸುವಲ್ಲಿ ಮಹತ್ವದ ಪಾತ್ರ ವಹಿಸುತ್ತಿದೆ. <box>238 1289 355 1322</box>
lead-photo-felicitation <box>245 215 700 370</box>
story4-headline <box>10 975 355 1063</box>
lead-column-4 <box>706 212 935 640</box>
story2-photo-temple <box>126 685 348 835</box>
headline-line: ಅನುಭೂತಿ’ ಶಿಬಿರಕ್ಕೆ ಚಾಲನೆ <box>69 1026 296 1055</box>
divider <box>362 1397 935 1399</box>
divider <box>472 646 473 966</box>
headline-line: ಎಂಸಿಇ ಕಾಲೇಜಿನಲ್ಲಿ ‘ಆನಂದ <box>64 982 301 1011</box>
story5-column-5 <box>823 1068 935 1396</box>
story3-headline: ವಿವಿಧ ಕಾಮಗಾರಿಗೆ ಶಾಸಕ ಹೆಚ್.ಪಿ. ಸ್ವರೂಪ್ ಚಾಲನೆ <box>538 652 873 674</box>
